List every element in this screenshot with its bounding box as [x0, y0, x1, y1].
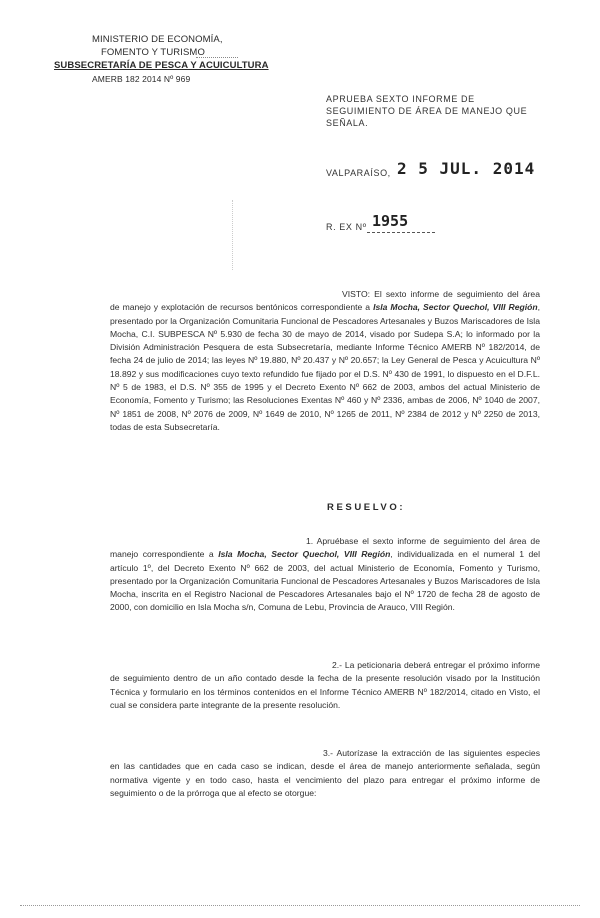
resolution-paragraph-2: 2.- La peticionaria deberá entregar el próximo informe de seguimiento dentro de un año contado desde la fecha de la presente resolución visado por la Institución Técnica y formulario en los términos contenidos en el Informe Técnico AMERB Nº 182/2014, citado en Visto, el cual se considera parte integrante de la presente resolución. [110, 660, 540, 710]
subsecretaria-title: SUBSECRETARÍA DE PESCA Y ACUICULTURA [54, 60, 269, 71]
bottom-scan-line [20, 905, 580, 906]
resolution-number: 1955 [372, 212, 409, 230]
resolution-paragraph-1 [110, 535, 540, 615]
place-label: VALPARAÍSO, [326, 168, 391, 178]
visto-text-1: El sexto informe de seguimiento del área de manejo y explotación de recursos bentónicos correspondiente a [110, 289, 540, 313]
subject-line: APRUEBA SEXTO INFORME DE SEGUIMIENTO DE ÁREA DE MANEJO QUE SEÑALA. [326, 94, 528, 128]
resolution-paragraph-3: 3.- Autorízase la extracción de las siguientes especies en las cantidades que en cada caso se indican, desde el área de manejo anteriormente señalada, según normativa vigente y en todo caso, hasta el vencimiento del plazo para entregar el próximo informe de seguimiento o de la prórroga que al efecto se otorgue: [110, 748, 540, 798]
margin-mark [228, 200, 238, 280]
visto-label: VISTO: [342, 289, 371, 299]
resolution-number-underline [367, 232, 435, 233]
para1-text-1: 1. Apruébase el sexto informe de seguimiento del área de manejo correspondiente a [110, 536, 540, 560]
reference-number: AMERB 182 2014 Nº 969 [92, 74, 191, 84]
para1-text-2: , individualizada en el numeral 1 del artículo 1º, del Decreto Exento Nº 662 de 2003, del actual Ministerio de Economía, Fomento y Turismo, presentado por la Organización Comunitaria Funcional de Pescadores Artesanales y Buzos Mariscadores de Isla Mocha, inscrita en el Registro Nacional de Pescadores Artesanales bajo el Nº 1720 de fecha 28 de agosto de 2000, con domicilio en Isla Mocha s/n, Comuna de Lebu, Provincia de Arauco, VIII Región. [110, 549, 540, 613]
date-stamp: 2 5 JUL. 2014 [397, 159, 536, 178]
resuelvo-heading: RESUELVO: [327, 502, 406, 513]
visto-text-2: , presentado por la Organización Comunitaria Funcional de Pescadores Artesanales y Buzos Mariscadores de Isla Mocha, C.I. SUBPESCA Nº 5.930 de fecha 30 de mayo de 2014, visado por Sudepa S.A; lo informado por la División Administración Pesquera de esta Subsecretaría, mediante Informe Técnico AMERB Nº 182/2014, de fecha 24 de julio de 2014; las leyes Nº 19.880, Nº 20.437 y Nº 20.657; la Ley General de Pesca y Acuicultura Nº 18.892 y sus modificaciones cuyo texto refundido fue fijado por el D.S. Nº 430 de 1991, lo dispuesto en el D.F.L. Nº 5 de 1983, el D.S. Nº 355 de 1995 y el Decreto Exento Nº 662 de 2003, ambos del actual Ministerio de Economía, Fomento y Turismo; las Resoluciones Exentas Nº 460 y Nº 2336, ambas de 2006, Nº 1040 de 2007, Nº 1851 de 2008, Nº 2076 de 2009, Nº 1649 de 2010, Nº 1265 de 2011, Nº 2384 de 2012 y Nº 2250 de 2013, todas de esta Subsecretaría. [110, 302, 540, 432]
ministry-line-2: FOMENTO Y TURISMO [101, 47, 205, 58]
header-dotted-mark [196, 57, 238, 58]
ministry-line-1: MINISTERIO DE ECONOMÍA, [92, 34, 223, 45]
visto-paragraph [110, 288, 540, 434]
para1-bold-area: Isla Mocha, Sector Quechol, VIII Región [218, 549, 391, 560]
visto-bold-area: Isla Mocha, Sector Quechol, VIII Región [373, 302, 538, 313]
resolution-label: R. EX Nº [326, 222, 367, 232]
